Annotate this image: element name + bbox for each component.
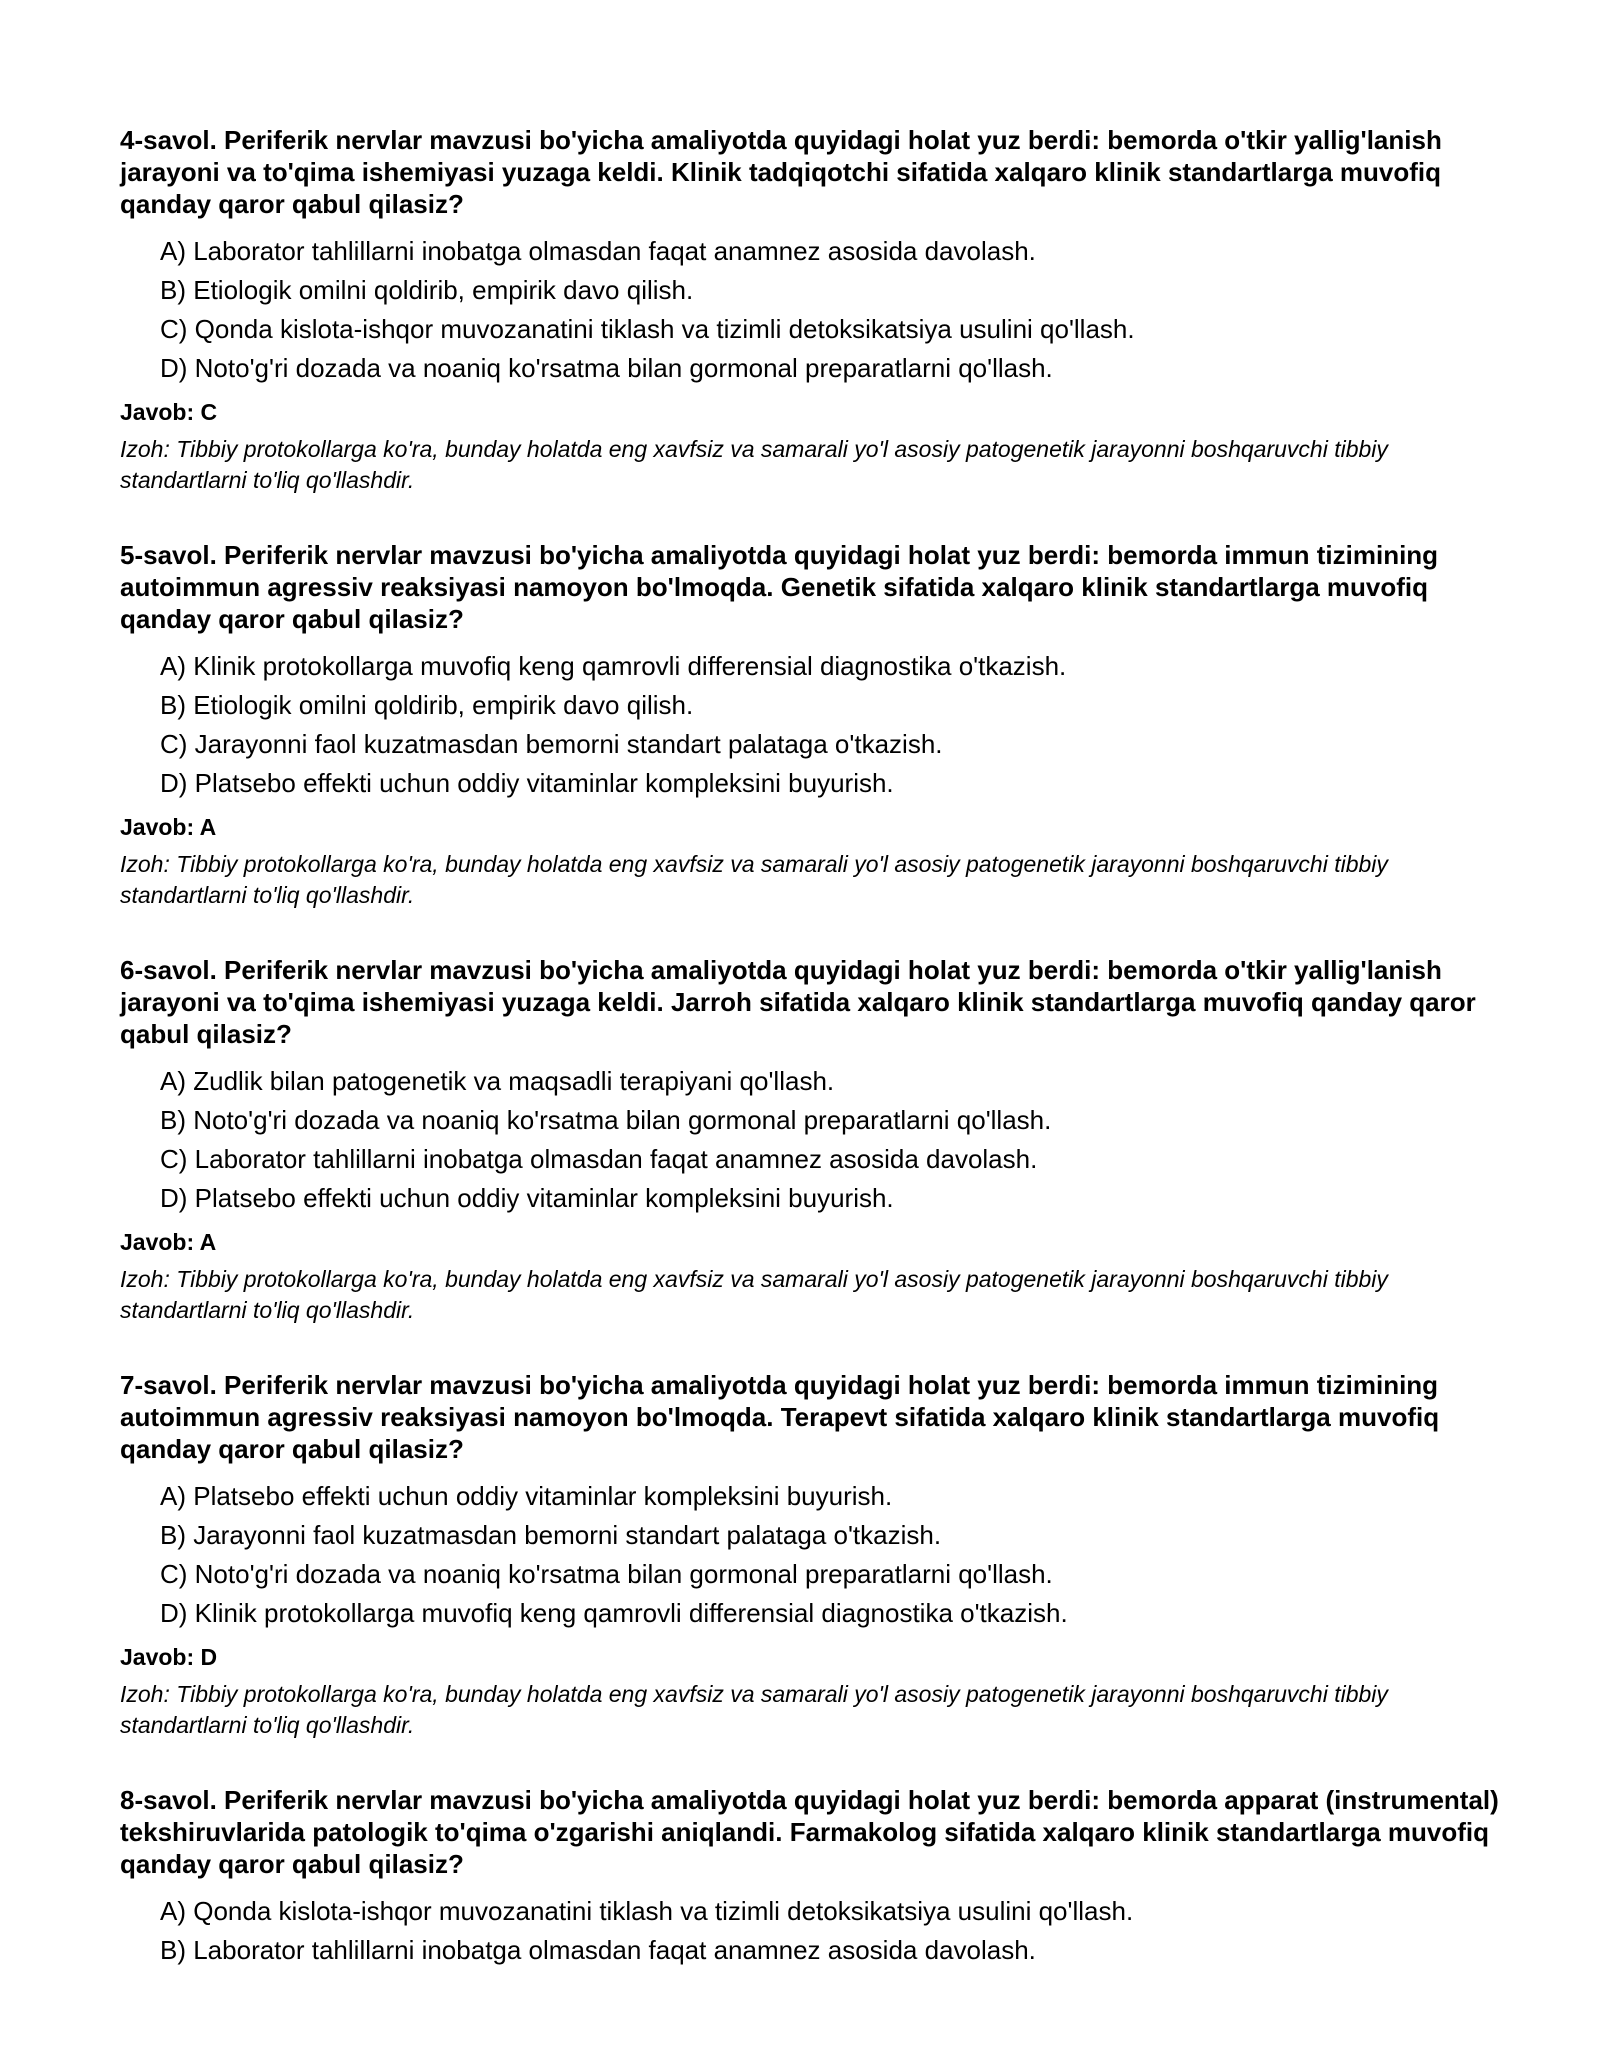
question-4 bbox=[120, 124, 1500, 496]
option-a: A) Platsebo effekti uchun oddiy vitaminlar kompleksini buyurish. bbox=[160, 1481, 893, 1511]
question-8 bbox=[120, 1784, 1500, 1970]
question-7 bbox=[120, 1369, 1500, 1741]
question-5 bbox=[120, 539, 1500, 911]
option-c: C) Jarayonni faol kuzatmasdan bemorni standart palataga o'tkazish. bbox=[160, 729, 943, 759]
option-c: C) Laborator tahlillarni inobatga olmasdan faqat anamnez asosida davolash. bbox=[160, 1144, 1038, 1174]
question-6 bbox=[120, 954, 1500, 1326]
option-b: B) Etiologik omilni qoldirib, empirik davo qilish. bbox=[160, 690, 694, 720]
option-b: B) Noto'g'ri dozada va noaniq ko'rsatma bilan gormonal preparatlarni qo'llash. bbox=[160, 1105, 1052, 1135]
answer-label: Javob: A bbox=[120, 814, 217, 840]
option-a: A) Qonda kislota-ishqor muvozanatini tiklash va tizimli detoksikatsiya usulini qo'llash. bbox=[160, 1896, 1134, 1926]
option-list bbox=[120, 1477, 1500, 1633]
option-d: D) Platsebo effekti uchun oddiy vitaminlar kompleksini buyurish. bbox=[160, 1183, 894, 1213]
option-list bbox=[120, 1062, 1500, 1218]
option-b: B) Laborator tahlillarni inobatga olmasdan faqat anamnez asosida davolash. bbox=[160, 1935, 1036, 1965]
explanation-text: Izoh: Tibbiy protokollarga ko'ra, bunday holatda eng xavfsiz va samarali yo'l asosiy patogenetik jarayonni boshqaruvchi tibbiy standartlarni to'liq qo'llashdir. bbox=[120, 1681, 1388, 1738]
option-c: C) Qonda kislota-ishqor muvozanatini tiklash va tizimli detoksikatsiya usulini qo'llash. bbox=[160, 314, 1135, 344]
answer-label: Javob: D bbox=[120, 1644, 218, 1670]
option-a: A) Klinik protokollarga muvofiq keng qamrovli differensial diagnostika o'tkazish. bbox=[160, 651, 1067, 681]
option-b: B) Etiologik omilni qoldirib, empirik davo qilish. bbox=[160, 275, 694, 305]
option-list bbox=[120, 1892, 1500, 1970]
option-list bbox=[120, 232, 1500, 388]
question-title: 4-savol. Periferik nervlar mavzusi bo'yicha amaliyotda quyidagi holat yuz berdi: bemorda o'tkir yallig'lanish jarayoni va to'qima ishemiyasi yuzaga keldi. Klinik tadqiqotchi sifatida xalqaro klinik standartlarga muvofiq qanday qaror qabul qilasiz? bbox=[120, 125, 1442, 219]
option-d: D) Klinik protokollarga muvofiq keng qamrovli differensial diagnostika o'tkazish. bbox=[160, 1598, 1068, 1628]
option-b: B) Jarayonni faol kuzatmasdan bemorni standart palataga o'tkazish. bbox=[160, 1520, 942, 1550]
answer-label: Javob: C bbox=[120, 399, 218, 425]
question-title: 7-savol. Periferik nervlar mavzusi bo'yicha amaliyotda quyidagi holat yuz berdi: bemorda immun tizimining autoimmun agressiv reaksiyasi namoyon bo'lmoqda. Terapevt sifatida xalqaro klinik standartlarga muvofiq qanday qaror qabul qilasiz? bbox=[120, 1370, 1440, 1464]
question-title: 6-savol. Periferik nervlar mavzusi bo'yicha amaliyotda quyidagi holat yuz berdi: bemorda o'tkir yallig'lanish jarayoni va to'qima ishemiyasi yuzaga keldi. Jarroh sifatida xalqaro klinik standartlarga muvofiq qanday qaror qabul qilasiz? bbox=[120, 955, 1476, 1049]
option-d: D) Platsebo effekti uchun oddiy vitaminlar kompleksini buyurish. bbox=[160, 768, 894, 798]
question-title: 5-savol. Periferik nervlar mavzusi bo'yicha amaliyotda quyidagi holat yuz berdi: bemorda immun tizimining autoimmun agressiv reaksiyasi namoyon bo'lmoqda. Genetik sifatida xalqaro klinik standartlarga muvofiq qanday qaror qabul qilasiz? bbox=[120, 540, 1439, 634]
explanation-text: Izoh: Tibbiy protokollarga ko'ra, bunday holatda eng xavfsiz va samarali yo'l asosiy patogenetik jarayonni boshqaruvchi tibbiy standartlarni to'liq qo'llashdir. bbox=[120, 1266, 1388, 1323]
explanation-text: Izoh: Tibbiy protokollarga ko'ra, bunday holatda eng xavfsiz va samarali yo'l asosiy patogenetik jarayonni boshqaruvchi tibbiy standartlarni to'liq qo'llashdir. bbox=[120, 436, 1388, 493]
option-a: A) Laborator tahlillarni inobatga olmasdan faqat anamnez asosida davolash. bbox=[160, 236, 1036, 266]
option-c: C) Noto'g'ri dozada va noaniq ko'rsatma bilan gormonal preparatlarni qo'llash. bbox=[160, 1559, 1053, 1589]
option-list bbox=[120, 647, 1500, 803]
explanation-text: Izoh: Tibbiy protokollarga ko'ra, bunday holatda eng xavfsiz va samarali yo'l asosiy patogenetik jarayonni boshqaruvchi tibbiy standartlarni to'liq qo'llashdir. bbox=[120, 851, 1388, 908]
answer-label: Javob: A bbox=[120, 1229, 217, 1255]
option-a: A) Zudlik bilan patogenetik va maqsadli terapiyani qo'llash. bbox=[160, 1066, 835, 1096]
option-d: D) Noto'g'ri dozada va noaniq ko'rsatma bilan gormonal preparatlarni qo'llash. bbox=[160, 353, 1053, 383]
question-title: 8-savol. Periferik nervlar mavzusi bo'yicha amaliyotda quyidagi holat yuz berdi: bemorda apparat (instrumental) tekshiruvlarida patologik to'qima o'zgarishi aniqlandi. Farmakolog sifatida xalqaro klinik standartlarga muvofiq qanday qaror qabul qilasiz? bbox=[120, 1785, 1499, 1879]
document-page bbox=[120, 124, 1500, 2013]
